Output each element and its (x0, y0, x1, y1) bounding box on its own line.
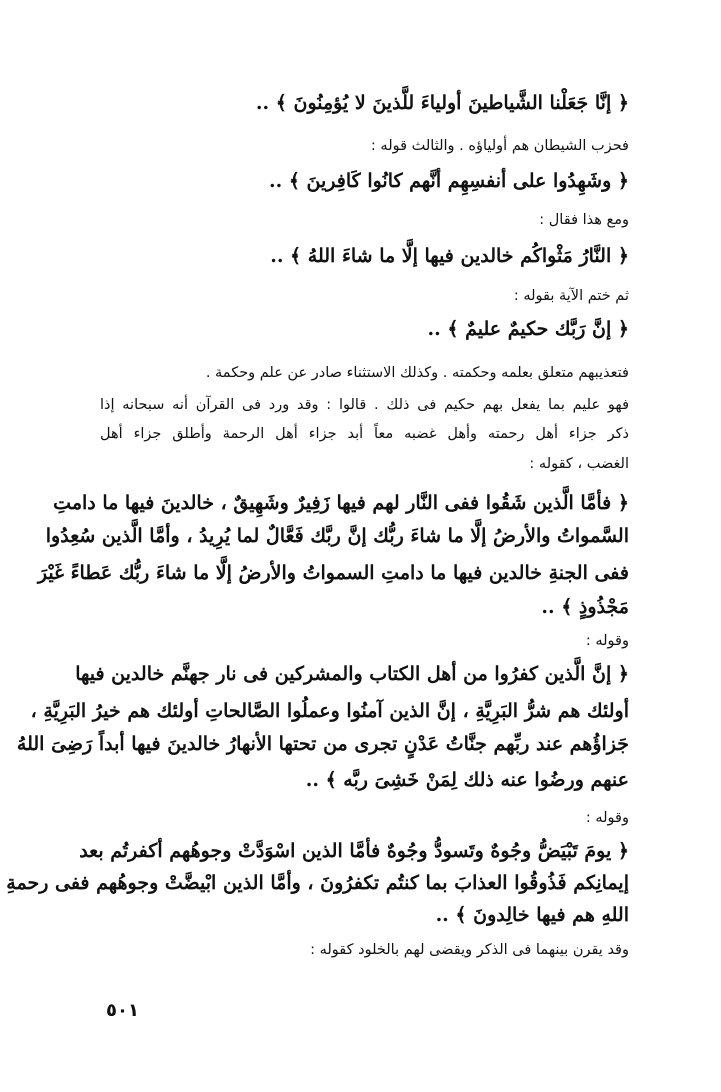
verse-line: مَجْذُوذٍ ﴾ .. (541, 596, 629, 618)
text-line: ثم ختم الآية بقوله : (513, 288, 629, 304)
text-line: فهو عليم بما يفعل بهم حكيم فى ذلك . قالوا : وقد ورد فى القرآن أنه سبحانه إذا (100, 397, 629, 413)
verse-line: ﴿ إنَّ رَبَّك حكيمٌ عليمٌ ﴾ .. (427, 318, 629, 340)
text-line: وقد يقرن بينهما فى الذكر ويقضى لهم بالخلود كقوله : (310, 942, 629, 958)
verse-line: أولئك هم شرُّ البَرِيَّةِ ، إنَّ الذين آمنُوا وعملُوا الصَّالحاتِ أولئك هم خيرُ البَرِيَّةِ ، (30, 700, 629, 722)
verse-line: عنهم ورضُوا عنه ذلك لِمَنْ خَشِىَ ربَّه ﴾ .. (305, 769, 629, 791)
verse-line: ﴿ النَّارُ مَثْواكُم خالدين فيها إلَّا ما شاءَ اللهُ ﴾ .. (270, 245, 629, 267)
page-number: ٥٠١ (106, 1000, 139, 1021)
text-line: فتعذيبهم متعلق بعلمه وحكمته . وكذلك الاستثناء صادر عن علم وحكمة . (205, 365, 629, 381)
text-line: الغضب ، كقوله : (529, 456, 629, 472)
verse-line: إيمانِكم فَذُوقُوا العذابَ بما كنتُم تكفرُونَ ، وأمَّا الذين ابْيضَّتْ وجوهُهم ففى رحمةِ (6, 872, 629, 894)
verse-line: جَزاؤُهم عند ربِّهم جنَّاتُ عَدْنٍ تجرى من تحتها الأنهارُ خالدينَ فيها أبداً رَضِىَ اللهُ (16, 733, 629, 755)
text-line: ومع هذا فقال : (539, 212, 629, 228)
text-line: فحزب الشيطان هم أولياؤه . والثالث قوله : (370, 138, 629, 154)
verse-line: ففى الجنةِ خالدين فيها ما دامتِ السمواتُ والأرضُ إلَّا ما شاءَ ربُّك عَطاءً غَيْرَ (37, 562, 629, 584)
verse-line: ﴿ يومَ تَبْيَضُّ وجُوهٌ وتَسودُّ وجُوهٌ فأمَّا الذين اسْوَدَّتْ وجوهُهم أكفرتُم بعد (79, 840, 629, 862)
verse-line: ﴿ إنَّ الَّذين كفرُوا من أهل الكتاب والمشركين فى نار جهنَّم خالدين فيها (75, 663, 629, 685)
text-line: ذكر جزاء أهل رحمته وأهل غضبه معاً أبد جزاء أهل الرحمة وأطلق جزاء أهل (100, 426, 629, 442)
verse-line: السَّمواتُ والأرضُ إلَّا ما شاءَ ربُّك إنَّ ربَّك فَعَّالٌ لما يُرِيدُ ، وأمَّا الَّذين سُعِدُوا (45, 525, 629, 547)
text-line: وقوله : (585, 810, 629, 826)
verse-line: ﴿ وشَهِدُوا على أنفسِهِم أنَّهم كانُوا كَافِرينَ ﴾ .. (268, 170, 629, 192)
verse-line: ﴿ فأمَّا الَّذين شَقُوا ففى النَّار لهم فيها زَفِيرٌ وشَهِيقٌ ، خالدينَ فيها ما دامتِ (53, 492, 629, 514)
verse-line: ﴿ إنَّا جَعَلْنا الشَّياطينَ أولياءَ للَّذينَ لا يُؤمِنُونَ ﴾ .. (255, 92, 629, 114)
verse-line: اللهِ هم فيها خالِدونَ ﴾ .. (435, 904, 629, 926)
text-line: وقوله : (585, 633, 629, 649)
